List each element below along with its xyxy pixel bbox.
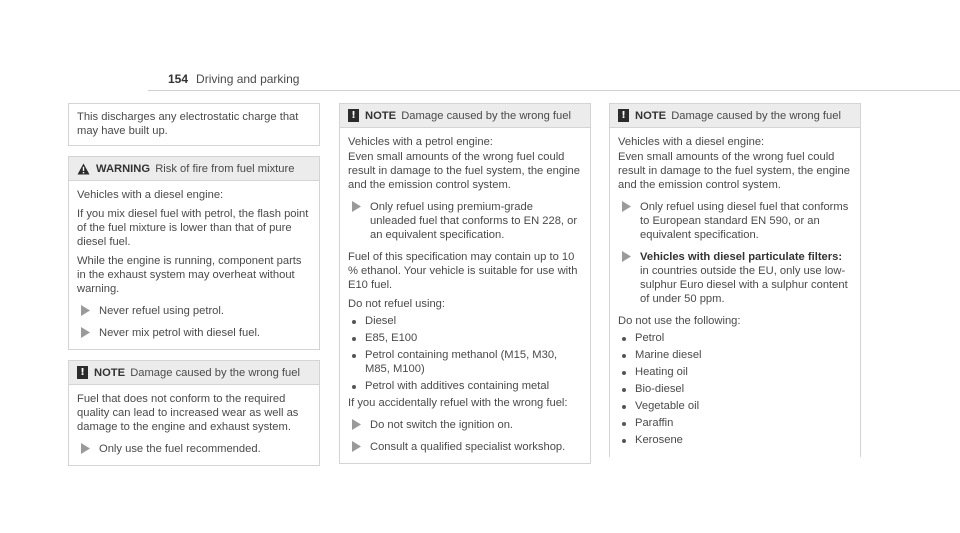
note-exclamation-icon: ! — [618, 109, 629, 122]
step-text: Only refuel using premium-grade unleaded fuel that conforms to EN 228, or an equivalent specification. — [370, 201, 578, 241]
note-header — [69, 361, 319, 385]
note-box — [68, 360, 320, 466]
intro-text: This discharges any electrostatic charge that may have built up. — [77, 111, 299, 137]
note-header — [610, 104, 860, 128]
list-item: Kerosene — [622, 433, 852, 447]
step-text: Never refuel using petrol. — [99, 305, 224, 317]
note-text-5: If you accidentally refuel with the wrong fuel: — [348, 397, 568, 409]
list-item: Paraffin — [622, 416, 852, 430]
list-item: Petrol — [622, 331, 852, 345]
step-arrow-icon — [352, 201, 362, 213]
instruction-step — [622, 200, 852, 242]
step-text: Only use the fuel recommended. — [99, 443, 261, 455]
note-label: NOTE — [94, 367, 126, 379]
step-bold-label: Vehicles with diesel particulate filters: — [640, 251, 843, 263]
warning-header — [69, 157, 319, 181]
note-title: Damage caused by the wrong fuel — [671, 110, 841, 122]
step-arrow-icon — [81, 443, 91, 455]
step-detail: in countries outside the EU, only use low-sulphur Euro diesel with a sulphur content of under 50 ppm. — [640, 265, 848, 305]
step-text: Only refuel using diesel fuel that conforms to European standard EN 590, or an equivalent specification. — [640, 201, 849, 241]
warning-box — [68, 156, 320, 350]
step-arrow-icon — [352, 441, 362, 453]
note-title: Damage caused by the wrong fuel — [130, 367, 300, 379]
step-text: Consult a qualified specialist workshop. — [370, 441, 566, 453]
note-text-2: Even small amounts of the wrong fuel could result in damage to the fuel system, the engine and the emission control system. — [618, 151, 850, 191]
warning-body — [69, 181, 319, 349]
note-label: NOTE — [365, 110, 397, 122]
instruction-step — [352, 200, 582, 242]
note-text-2: Even small amounts of the wrong fuel could result in damage to the fuel system, the engine and the emission control system. — [348, 151, 580, 191]
note-text-4: Do not refuel using: — [348, 298, 446, 310]
warning-label: WARNING — [96, 163, 151, 175]
note-label: NOTE — [635, 110, 667, 122]
instruction-step — [81, 304, 311, 318]
column-right — [609, 103, 861, 457]
page-title: Driving and parking — [196, 72, 300, 86]
list-item: Diesel — [352, 314, 582, 328]
list-item: Bio-diesel — [622, 382, 852, 396]
note-text-3: Do not use the following: — [618, 315, 741, 327]
note-text-1: Vehicles with a petrol engine: — [348, 136, 493, 148]
page-header — [168, 72, 299, 86]
instruction-step — [81, 326, 311, 340]
list-item: Vegetable oil — [622, 399, 852, 413]
bullet-list — [622, 331, 852, 447]
list-item: E85, E100 — [352, 331, 582, 345]
note-title: Damage caused by the wrong fuel — [401, 110, 571, 122]
note-exclamation-icon: ! — [77, 366, 88, 379]
instruction-step — [352, 440, 582, 454]
note-header — [340, 104, 590, 128]
instruction-step — [352, 418, 582, 432]
note-text-1: Fuel that does not conform to the required quality can lead to increased wear as well as damage to the engine and exhaust system. — [77, 393, 299, 433]
page-number: 154 — [168, 72, 189, 86]
warning-text-1: Vehicles with a diesel engine: — [77, 189, 224, 201]
column-middle — [339, 103, 591, 464]
note-text-3: Fuel of this specification may contain up to 10 % ethanol. Your vehicle is suitable for use with E10 fuel. — [348, 251, 578, 291]
step-arrow-icon — [81, 305, 91, 317]
column-left — [68, 103, 320, 466]
note-text-1: Vehicles with a diesel engine: — [618, 136, 765, 148]
list-item: Petrol containing methanol (M15, M30, M85, M100) — [352, 348, 582, 376]
list-item: Heating oil — [622, 365, 852, 379]
step-text: Never mix petrol with diesel fuel. — [99, 327, 261, 339]
header-divider — [148, 90, 960, 91]
bullet-list — [352, 314, 582, 393]
note-body — [610, 128, 860, 457]
step-arrow-icon — [81, 327, 91, 339]
warning-title: Risk of fire from fuel mixture — [155, 163, 295, 175]
warning-text-2: If you mix diesel fuel with petrol, the flash point of the fuel mixture is lower than that of pure diesel fuel. — [77, 208, 309, 248]
list-item: Petrol with additives containing metal — [352, 379, 582, 393]
instruction-step — [622, 250, 852, 306]
note-body — [69, 385, 319, 465]
intro-box — [68, 103, 320, 146]
step-text: Do not switch the ignition on. — [370, 419, 514, 431]
note-body — [340, 128, 590, 463]
note-box — [339, 103, 591, 464]
note-box — [609, 103, 861, 457]
step-text — [640, 250, 852, 306]
step-arrow-icon — [622, 251, 632, 263]
instruction-step — [81, 442, 311, 456]
step-arrow-icon — [352, 419, 362, 431]
warning-triangle-icon — [77, 163, 90, 175]
list-item: Marine diesel — [622, 348, 852, 362]
note-exclamation-icon: ! — [348, 109, 359, 122]
step-arrow-icon — [622, 201, 632, 213]
warning-text-3: While the engine is running, component parts in the exhaust system may overheat without warning. — [77, 255, 302, 295]
